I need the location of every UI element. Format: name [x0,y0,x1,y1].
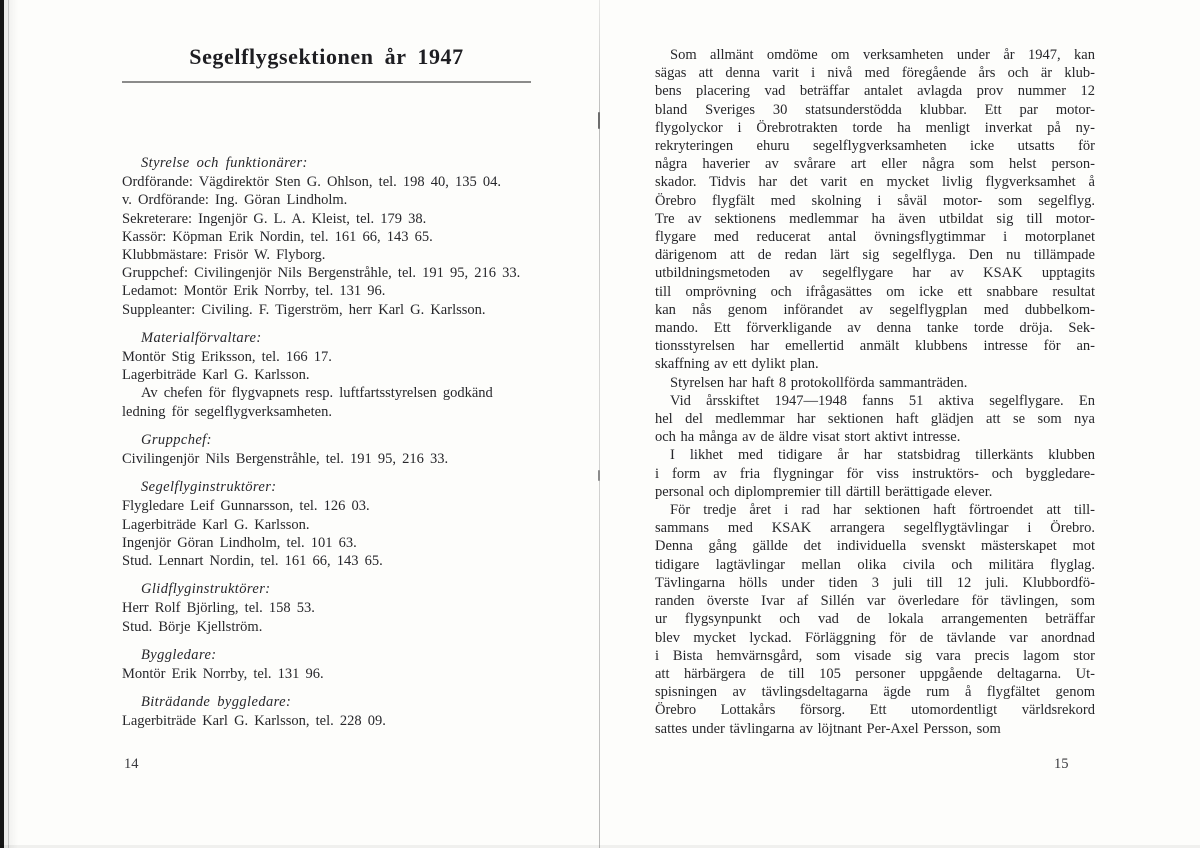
right-page [655,46,1095,738]
entry-line: Gruppchef: Civilingenjör Nils Bergenstråhle, tel. 191 95, 216 33. [122,265,521,282]
section [122,478,531,570]
text-line: randen överste Ivar af Sillén var överledare för tävlingen, som [655,593,1095,610]
text-line: Örebro Lottakårs försorg. Ett utomordentligt världsrekord [655,702,1095,719]
text-line: till omprövning och ifrågasättes om icke ett snabbare resultat [655,283,1095,300]
section-heading: Gruppchef: [141,431,212,448]
section [122,154,531,319]
text-line: och ha många av de äldre visat stort aktivt intresse. [655,429,961,446]
text-line: flygolyckor i Örebrotrakten torde ha menligt inverkat på ny- [655,119,1095,136]
entry-line: Ingenjör Göran Lindholm, tel. 101 63. [122,534,357,551]
section-heading: Glidflyginstruktörer: [141,581,271,598]
gutter-mark [598,470,600,481]
section-heading: Materialförvaltare: [141,329,262,346]
gutter-mark [598,112,600,129]
entry-line: Stud. Lennart Nordin, tel. 161 66, 143 65. [122,553,383,570]
page-title: Segelflygsektionen år 1947 [189,44,464,69]
text-line: några haverier av svårare art eller några som helst person- [655,156,1095,173]
text-line: bland Sveriges 30 statsunderstödda klubbar. Ett par motor- [655,101,1095,118]
left-page-sections [122,154,531,731]
section [122,431,531,468]
text-line: Styrelsen har haft 8 protokollförda sammanträden. [670,374,968,391]
section [122,580,531,636]
paragraph [655,374,1095,392]
text-line: För tredje året i rad har sektionen haft förtroendet att till- [670,502,1095,519]
section-heading: Biträdande byggledare: [141,694,292,711]
text-line: skaffning av ett dylikt plan. [655,356,819,373]
entry-line: Stud. Börje Kjellström. [122,618,263,635]
text-line: Denna gång gällde det individuella svenskt mästerskapet mot [655,538,1095,555]
page-left-edge-line [8,0,9,848]
text-line: att härbärgera de till 105 personer uppgående deltagarna. Ut- [655,665,1095,682]
section [122,693,531,730]
text-line: kan nås genom införandet av segelflygplan med dubbelkom- [655,301,1095,318]
paragraph [655,46,1095,374]
page-number-right: 15 [1054,756,1069,772]
text-line: Örebro flygfält med skolning i såväl motor- som segelflyg. [655,192,1095,209]
section [122,646,531,683]
entry-line: Suppleanter: Civiling. F. Tigerström, herr Karl G. Karlsson. [122,301,486,318]
text-line: mando. Ett förverkligande av denna tanke torde dröja. Sek- [655,320,1095,337]
entry-line: Herr Rolf Björling, tel. 158 53. [122,600,315,617]
text-line: sägas att denna varit i nivå med föregående års och är klub- [655,65,1095,82]
entry-line: Av chefen för flygvapnets resp. luftfartsstyrelsen godkänd [141,385,493,402]
page-number-left: 14 [124,756,139,772]
entry-line: ledning för segelflygverksamheten. [122,403,332,420]
text-line: tionsstyrelsen har emellertid anmält klubbens intresse för an- [655,338,1095,355]
text-line: utbildningsmetoden av segelflygare har av KSAK upptagits [655,265,1095,282]
text-line: tidigare lagtävlingar mellan olika civila och militära flyglag. [655,556,1095,573]
text-line: Tävlingarna hölls under tiden 3 juli till 12 juli. Klubbordfö- [655,574,1095,591]
text-line: blev mycket lyckad. Förläggning för de tävlande var anordnad [655,629,1095,646]
text-line: Tre av sektionens medlemmar ha även utbildat sig till motor- [655,210,1095,227]
entry-line: Ordförande: Vägdirektör Sten G. Ohlson, tel. 198 40, 135 04. [122,174,502,191]
text-line: bens placering vad beträffar antalet avlagda prov nummer 12 [655,83,1095,100]
text-line: sattes under tävlingarna av löjtnant Per-Axel Persson, som [655,720,1001,737]
text-line: därigenom att de redan lärt sig segelflyga. Den nu tillämpade [655,247,1095,264]
text-line: Vid årsskiftet 1947—1948 fanns 51 aktiva segelflygare. En [670,392,1095,409]
text-line: sammans med KSAK arrangera segelflygtävlingar i Örebro. [655,520,1095,537]
entry-line: v. Ordförande: Ing. Göran Lindholm. [122,192,348,209]
section-heading: Segelflyginstruktörer: [141,479,277,496]
paragraph [655,501,1095,738]
entry-line: Klubbmästare: Frisör W. Flyborg. [122,247,326,264]
text-line: I likhet med tidigare år har statsbidrag tillerkänts klubben [670,447,1095,464]
entry-line: Sekreterare: Ingenjör G. L. A. Kleist, tel. 179 38. [122,210,427,227]
section-heading: Byggledare: [141,646,217,663]
entry-line: Lagerbiträde Karl G. Karlsson. [122,516,310,533]
right-page-paragraphs [655,46,1095,738]
text-line: personal och diplompremier till därtill berättigade elever. [655,483,993,500]
text-line: flygare med reducerat antal övningsflygtimmar i motorplanet [655,229,1095,246]
entry-line: Flygledare Leif Gunnarsson, tel. 126 03. [122,498,370,515]
text-line: i Bista hemvärnsgård, som visade sig vara precis lagom stor [655,647,1095,664]
left-page [122,44,531,731]
title-rule [122,81,531,83]
entry-line: Lagerbiträde Karl G. Karlsson. [122,367,310,384]
text-line: i form av fria flygningar för viss instruktörs- och byggledare- [655,465,1095,482]
text-line: ur flygsynpunkt och vad de lokala arrangementen beträffar [655,611,1095,628]
entry-line: Ledamot: Montör Erik Norrby, tel. 131 96. [122,283,386,300]
entry-line: Civilingenjör Nils Bergenstråhle, tel. 191 95, 216 33. [122,451,449,468]
entry-line: Lagerbiträde Karl G. Karlsson, tel. 228 09. [122,713,386,730]
text-line: rekryteringen ehuru segelflygverksamheten icke utsatts för [655,138,1095,155]
entry-line: Montör Erik Norrby, tel. 131 96. [122,666,324,683]
entry-line: Montör Stig Eriksson, tel. 166 17. [122,349,332,366]
entry-line: Kassör: Köpman Erik Nordin, tel. 161 66, 143 65. [122,228,433,245]
text-line: spisningen av tävlingsdeltagarna ägde rum å flygfältet genom [655,684,1095,701]
paragraph [655,392,1095,447]
paragraph [655,446,1095,501]
text-line: hel del medlemmar har sektionen haft glädjen att se som nya [655,411,1095,428]
text-line: Som allmänt omdöme om verksamheten under år 1947, kan [670,47,1095,63]
section [122,329,531,421]
text-line: skador. Tidvis har det varit en mycket livlig flygverksamhet å [655,174,1095,191]
scan-left-shading [4,0,18,848]
section-heading: Styrelse och funktionärer: [141,155,308,171]
